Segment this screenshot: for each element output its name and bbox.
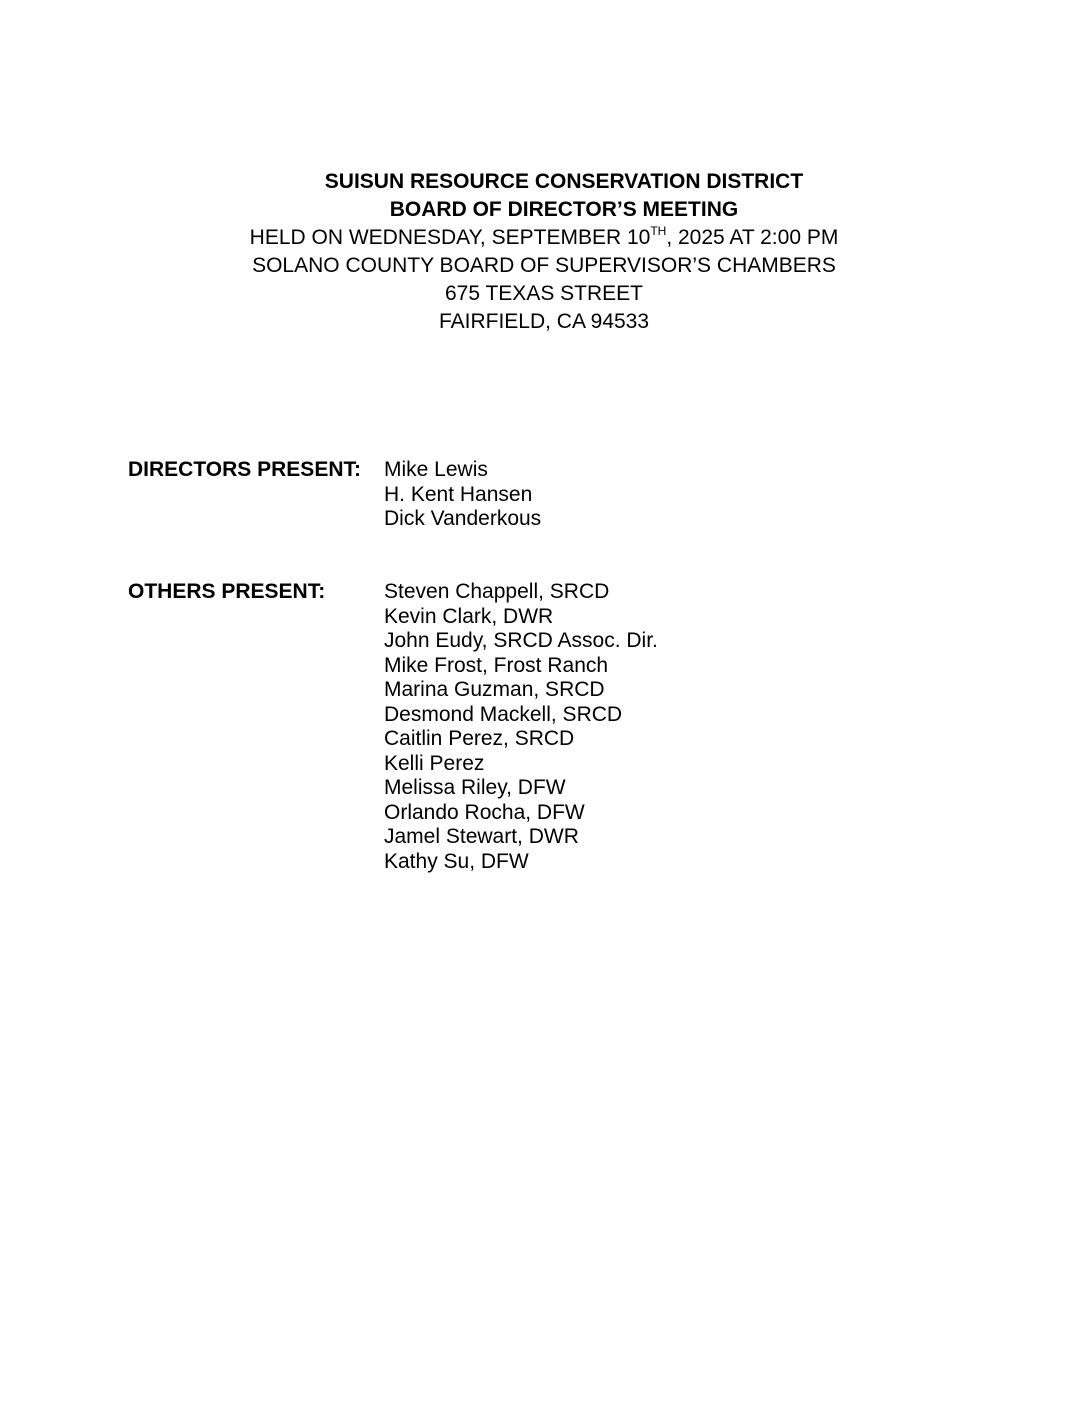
attendee-name: Jamel Stewart, DWR bbox=[384, 825, 579, 848]
meeting-date-text: HELD ON WEDNESDAY, SEPTEMBER 10 bbox=[249, 226, 651, 249]
meeting-title: BOARD OF DIRECTOR’S MEETING bbox=[389, 198, 739, 221]
attendee-name: Melissa Riley, DFW bbox=[384, 776, 566, 799]
attendee-name: Orlando Rocha, DFW bbox=[384, 800, 585, 824]
attendee-name: Marina Guzman, SRCD bbox=[384, 678, 605, 701]
director-name: Dick Vanderkous bbox=[384, 507, 542, 530]
meeting-venue: SOLANO COUNTY BOARD OF SUPERVISOR’S CHAMBERS bbox=[252, 254, 836, 277]
meeting-time-text: , 2025 AT 2:00 PM bbox=[666, 226, 839, 249]
attendee-name: Desmond Mackell, SRCD bbox=[384, 702, 623, 726]
street-address: 675 TEXAS STREET bbox=[444, 282, 644, 305]
meeting-header bbox=[0, 168, 1088, 336]
ordinal-suffix: TH bbox=[650, 224, 667, 238]
attendee-name: Steven Chappell, SRCD bbox=[384, 580, 610, 603]
attendee-name: Kevin Clark, DWR bbox=[384, 604, 554, 628]
attendee-name: Kelli Perez bbox=[384, 751, 485, 775]
directors-present-label: DIRECTORS PRESENT: bbox=[128, 458, 361, 481]
attendee-name: John Eudy, SRCD Assoc. Dir. bbox=[384, 629, 658, 652]
attendee-name: Kathy Su, DFW bbox=[384, 849, 529, 873]
meeting-date bbox=[0, 224, 1088, 252]
director-name: H. Kent Hansen bbox=[384, 482, 533, 506]
director-name: Mike Lewis bbox=[384, 458, 488, 481]
attendee-name: Mike Frost, Frost Ranch bbox=[384, 653, 609, 677]
city-address: FAIRFIELD, CA 94533 bbox=[438, 310, 650, 333]
district-title: SUISUN RESOURCE CONSERVATION DISTRICT bbox=[324, 170, 804, 193]
others-present-label: OTHERS PRESENT: bbox=[128, 580, 326, 603]
directors-list bbox=[384, 458, 541, 532]
attendee-name: Caitlin Perez, SRCD bbox=[384, 727, 575, 750]
others-list bbox=[384, 580, 658, 874]
